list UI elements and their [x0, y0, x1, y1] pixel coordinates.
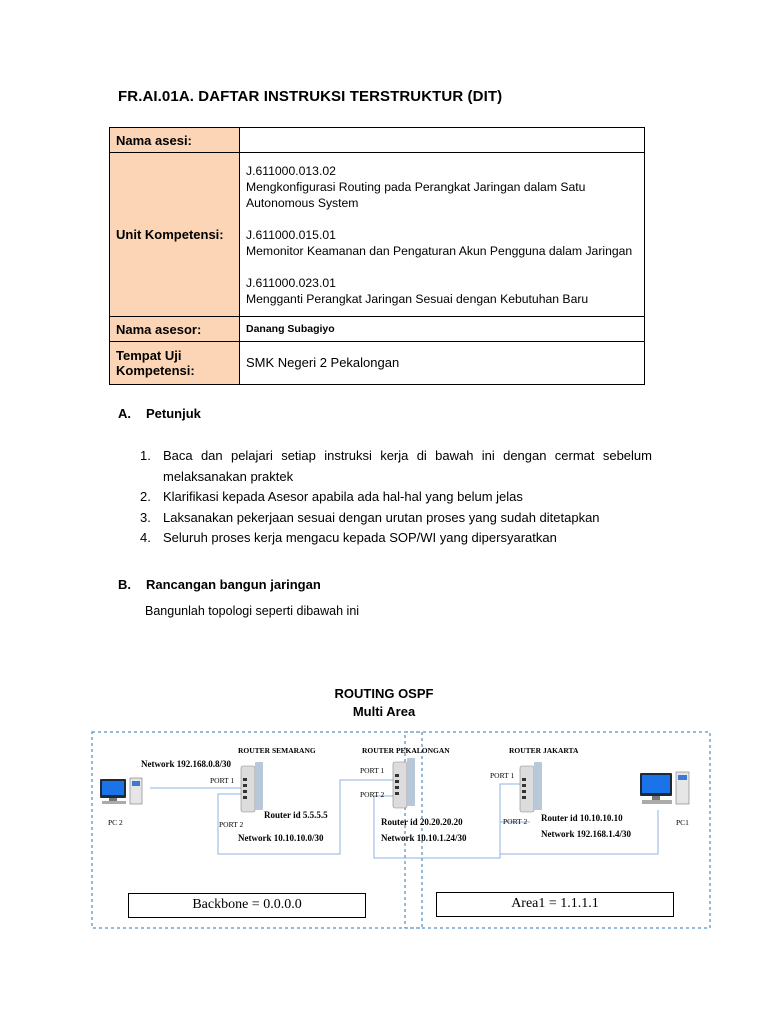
port1-semarang-label: PORT 1 [210, 776, 235, 785]
router-semarang-label: ROUTER SEMARANG [238, 746, 316, 755]
link-semarang-pekalongan-b [340, 780, 393, 840]
section-a-letter: A. [118, 406, 131, 421]
pc1-icon [640, 772, 689, 804]
routerid-semarang-label: Router id 5.5.5.5 [264, 810, 328, 820]
section-a-title: Petunjuk [146, 406, 201, 421]
router-jakarta-icon [520, 762, 542, 812]
section-b-letter: B. [118, 577, 131, 592]
router-pekalongan-label: ROUTER PEKALONGAN [362, 746, 450, 755]
unit-item [246, 163, 638, 211]
pc2-icon [100, 778, 142, 804]
unit-kompetensi-value [240, 153, 645, 317]
router-pekalongan-icon [393, 758, 415, 808]
instruction-list [140, 446, 652, 549]
document-title: FR.AI.01A. DAFTAR INSTRUKSI TERSTRUKTUR (DIT) [118, 88, 503, 105]
nama-asesi-label: Nama asesi: [110, 128, 240, 153]
port1-jakarta-label: PORT 1 [490, 771, 515, 780]
network-left-label: Network 192.168.0.8/30 [141, 759, 231, 769]
unit-code: J.611000.013.02 [246, 163, 336, 178]
pc1-label: PC1 [676, 818, 689, 827]
router-semarang-icon [241, 762, 263, 812]
routerid-pekalongan-label: Router id 20.20.20.20 [381, 817, 463, 827]
unit-item [246, 275, 638, 307]
list-item: 2. Klarifikasi kepada Asesor apabila ada hal-hal yang belum jelas [140, 489, 523, 504]
routerid-jakarta-label: Router id 10.10.10.10 [541, 813, 623, 823]
unit-code: J.611000.015.01 [246, 227, 336, 242]
unit-code: J.611000.023.01 [246, 275, 336, 290]
nama-asesor-value: Danang Subagiyo [240, 317, 645, 342]
port2-semarang-label: PORT 2 [219, 820, 244, 829]
network-right-label: Network 192.168.1.4/30 [541, 829, 631, 839]
area1-box: Area1 = 1.1.1.1 [436, 892, 674, 917]
unit-name: Mengganti Perangkat Jaringan Sesuai dengan Kebutuhan Baru [246, 291, 589, 306]
unit-name: Memonitor Keamanan dan Pengaturan Akun Pengguna dalam Jaringan [246, 243, 633, 258]
unit-kompetensi-label: Unit Kompetensi: [110, 153, 240, 317]
unit-name: Mengkonfigurasi Routing pada Perangkat Jaringan dalam Satu Autonomous System [246, 179, 586, 210]
info-table [109, 127, 645, 385]
list-item: 4. Seluruh proses kerja mengacu kepada SOP/WI yang dipersyaratkan [140, 530, 557, 545]
nama-asesi-value [240, 128, 645, 153]
section-b-title: Rancangan bangun jaringan [146, 577, 321, 592]
section-b-heading [118, 577, 321, 592]
pc2-label: PC 2 [108, 818, 123, 827]
network-topology-diagram [0, 680, 768, 940]
nama-asesor-label: Nama asesor: [110, 317, 240, 342]
network-pekalongan-label: Network 10.10.1.24/30 [381, 833, 467, 843]
port2-pekalongan-label: PORT 2 [360, 790, 385, 799]
section-a-heading [118, 406, 201, 421]
unit-item [246, 227, 638, 259]
port2-jakarta-label: PORT 2 [503, 817, 528, 826]
backbone-area-box: Backbone = 0.0.0.0 [128, 893, 366, 918]
router-jakarta-label: ROUTER JAKARTA [509, 746, 579, 755]
section-b-paragraph: Bangunlah topologi seperti dibawah ini [145, 604, 360, 618]
network-middle-label: Network 10.10.10.0/30 [238, 833, 324, 843]
tempat-uji-label: Tempat Uji Kompetensi: [110, 342, 240, 385]
list-item: 3. Laksanakan pekerjaan sesuai dengan urutan proses yang sudah ditetapkan [140, 509, 600, 525]
diagram-subtitle: Multi Area [352, 704, 416, 719]
list-item: 1. Baca dan pelajari setiap instruksi kerja di bawah ini dengan cermat sebelum melaksanakan praktek [140, 448, 652, 484]
port1-pekalongan-label: PORT 1 [360, 766, 385, 775]
tempat-uji-value: SMK Negeri 2 Pekalongan [240, 342, 645, 385]
diagram-title: ROUTING OSPF [334, 686, 434, 701]
